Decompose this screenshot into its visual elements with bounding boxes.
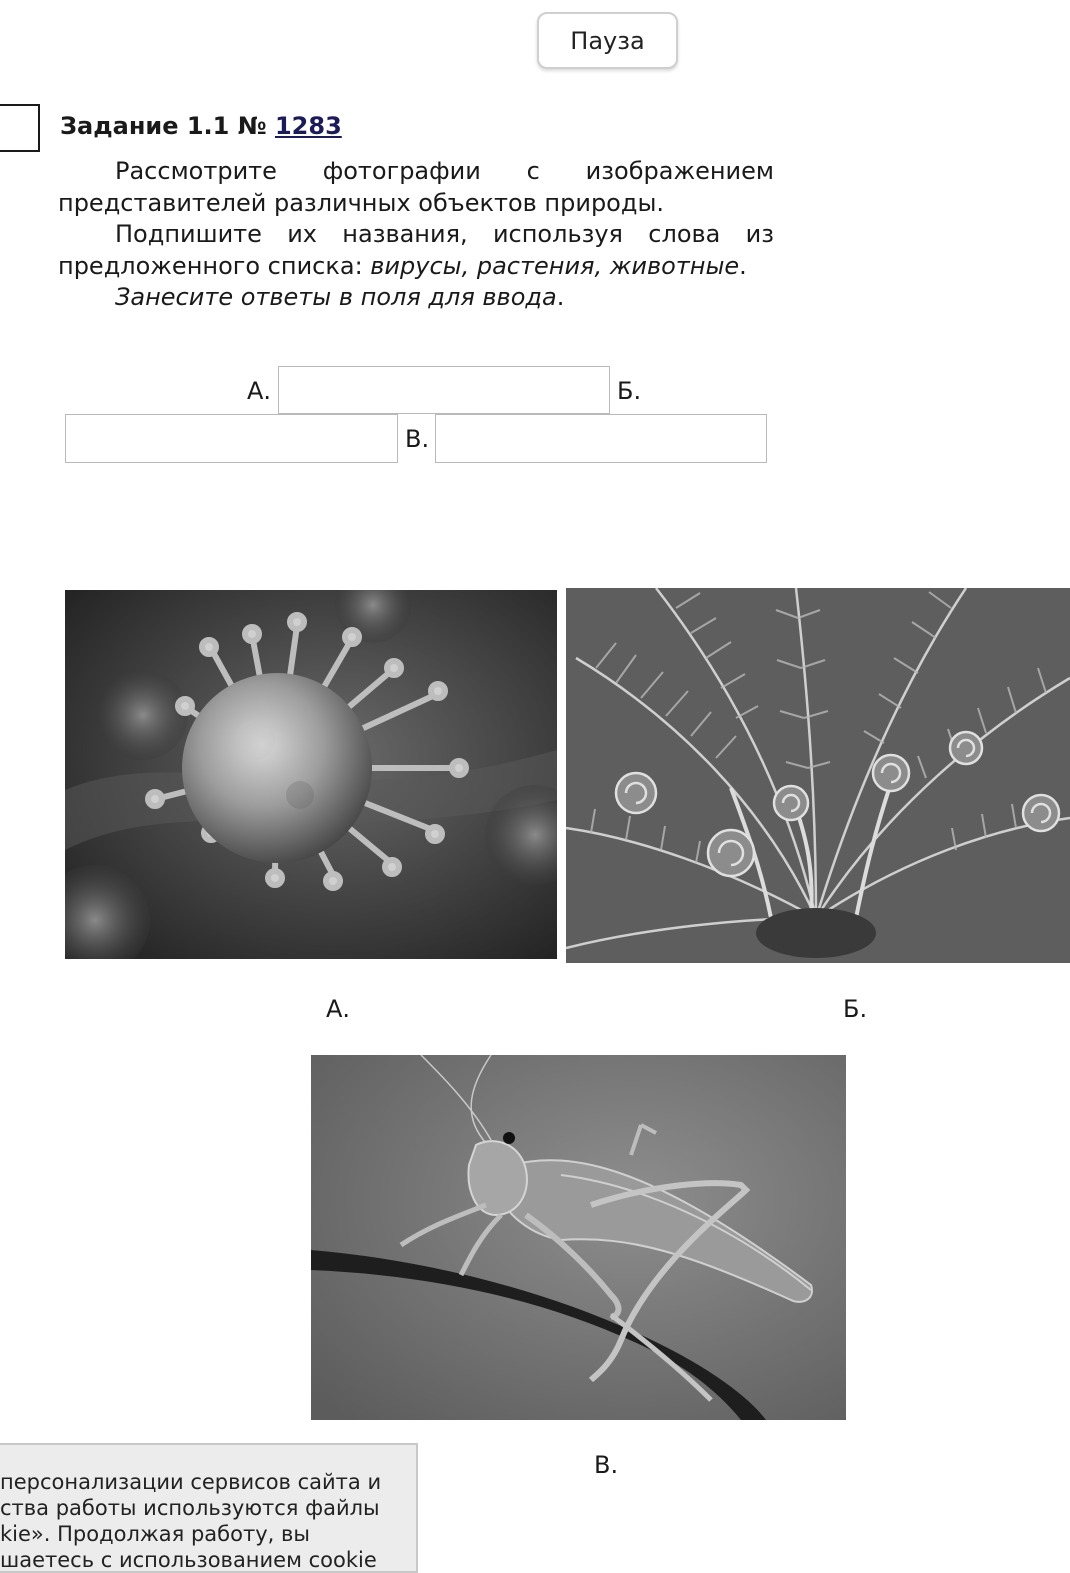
virus-photo bbox=[65, 590, 557, 959]
answer-label-v: В. bbox=[405, 425, 430, 453]
cookie-notice[interactable]: персонализации сервисов сайта и ства работы используются файлы kie». Продолжая работу, вы шаетесь с использованием cookie bbox=[0, 1443, 418, 1573]
task-paragraph-2-end: . bbox=[739, 251, 747, 280]
task-number-link[interactable]: 1283 bbox=[274, 112, 342, 140]
task-paragraph-3-end: . bbox=[556, 283, 565, 311]
fern-photo bbox=[566, 588, 1070, 963]
answer-label-a: А. bbox=[247, 377, 272, 405]
pause-button[interactable]: Пауза bbox=[537, 12, 678, 69]
photo-caption-b: Б. bbox=[843, 995, 868, 1023]
grasshopper-photo bbox=[311, 1055, 846, 1420]
task-paragraph-3 bbox=[58, 282, 774, 314]
answer-field-b[interactable] bbox=[65, 414, 398, 463]
task-instruction: Занесите ответы в поля для ввода bbox=[115, 283, 557, 311]
photo-caption-a: А. bbox=[326, 995, 351, 1023]
answer-label-b: Б. bbox=[617, 377, 642, 405]
task-paragraph-2 bbox=[58, 219, 774, 282]
word-list: вирусы, растения, животные bbox=[370, 251, 740, 280]
task-paragraph-1: Рассмотрите фотографии с изображением представителей различных объектов природы. bbox=[58, 157, 774, 217]
task-paragraph-2-text: Подпишите их названия, используя слова из предложенного списка: bbox=[58, 220, 774, 280]
answer-field-a[interactable] bbox=[278, 366, 610, 414]
task-checkbox[interactable] bbox=[0, 104, 40, 152]
task-text bbox=[58, 156, 774, 314]
task-title bbox=[60, 112, 342, 140]
task-title-prefix: Задание 1.1 № bbox=[60, 112, 275, 140]
answer-field-v[interactable] bbox=[435, 414, 767, 463]
photo-caption-v: В. bbox=[594, 1451, 619, 1479]
